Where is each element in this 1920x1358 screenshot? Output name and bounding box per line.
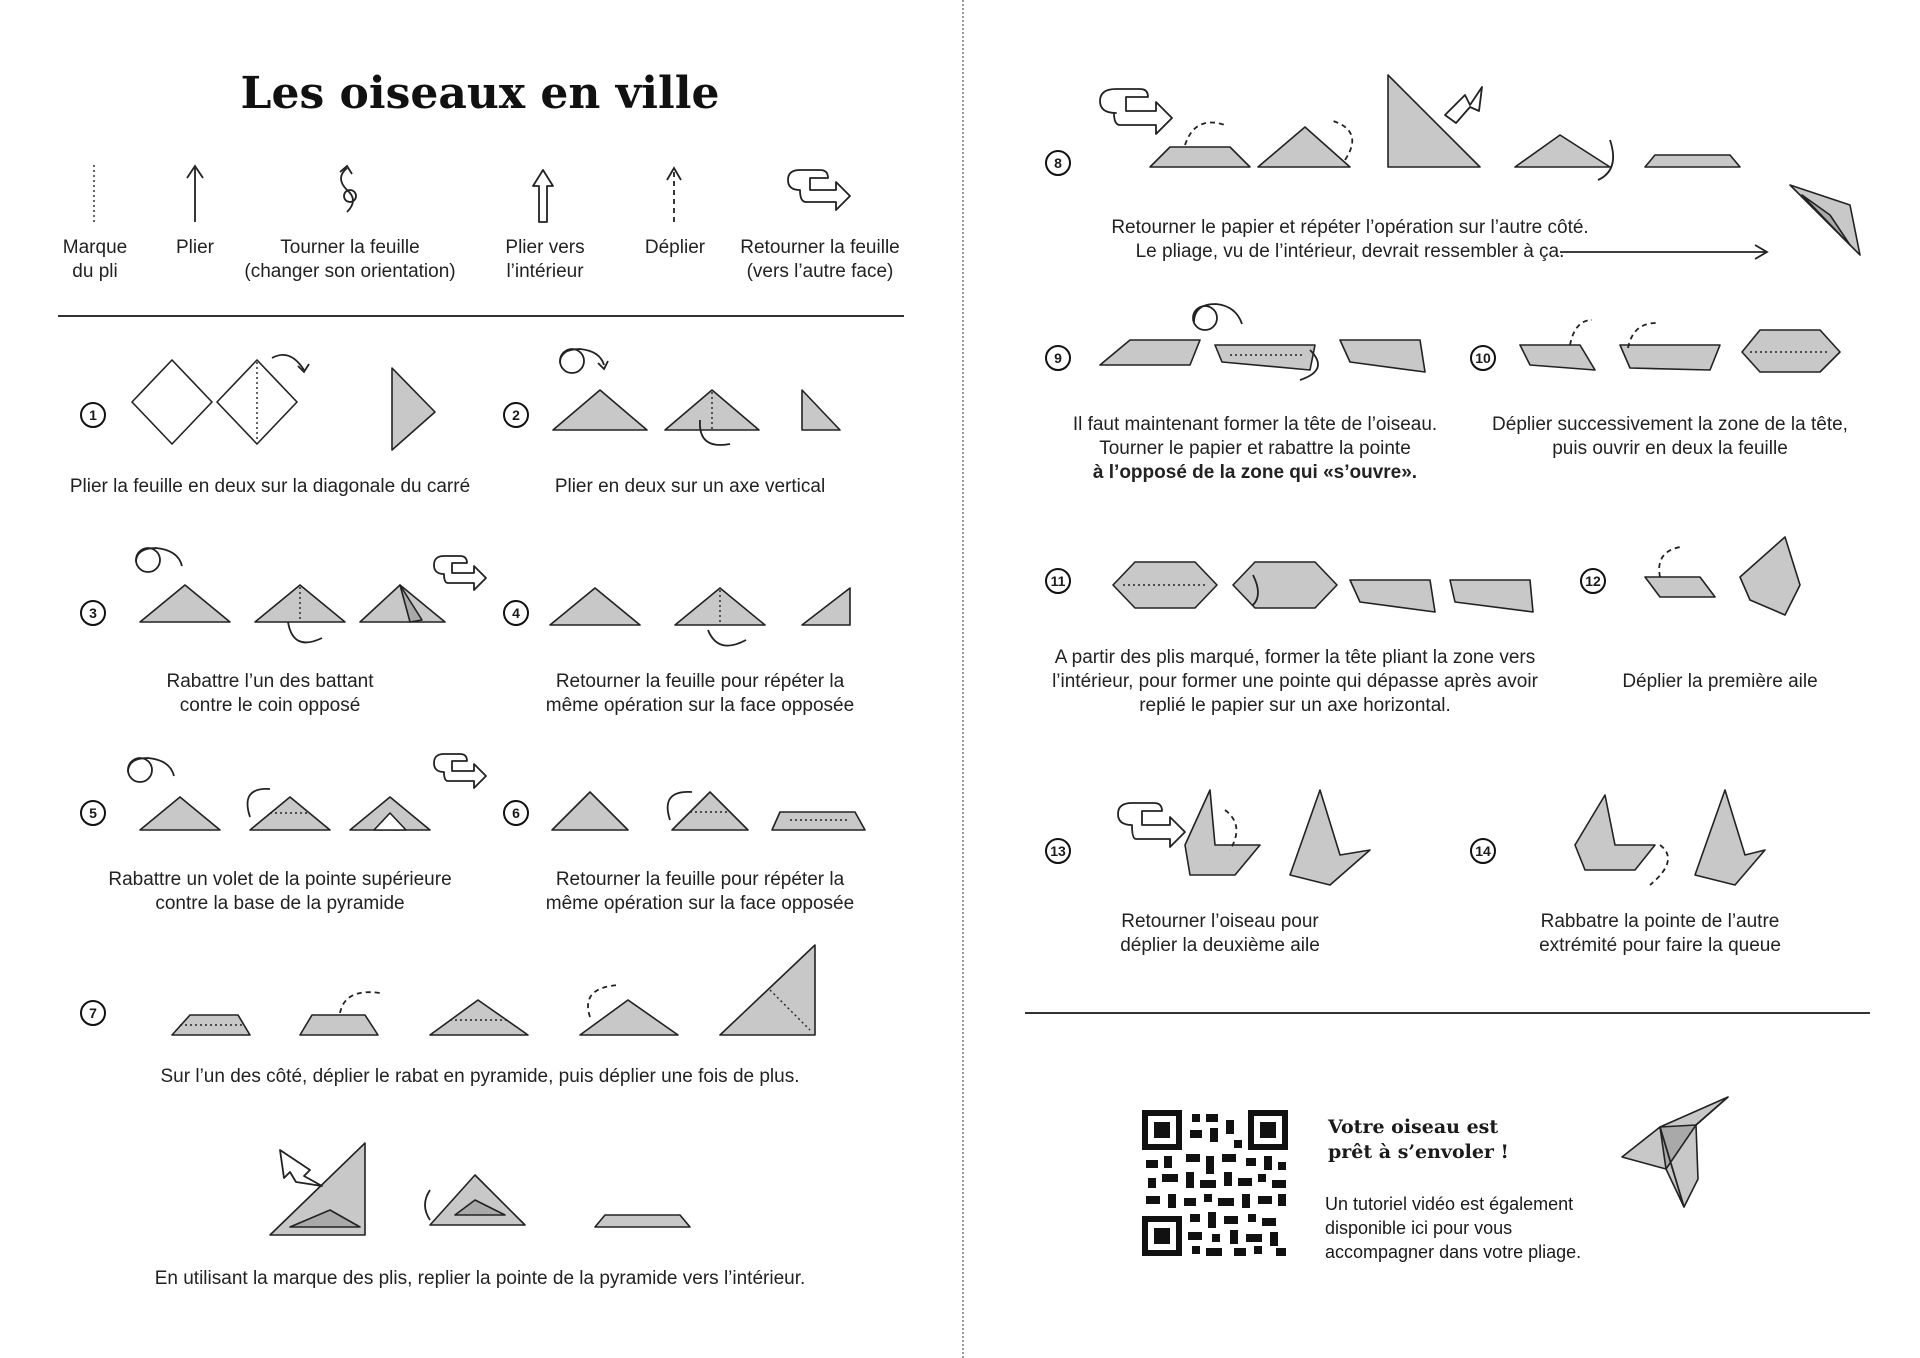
step-number-3: 3 — [80, 600, 106, 626]
step-9-caption: Il faut maintenant former la tête de l’oiseau. Tourner le papier et rabattre la pointe — [1072, 414, 1438, 459]
step-number-13: 13 — [1045, 838, 1071, 864]
step-12-diagram — [1640, 525, 1820, 625]
legend-label-fold-mark: Marque du pli — [62, 237, 128, 282]
step-7b-caption: En utilisant la marque des plis, replier la pointe de la pyramide vers l’intérieur. — [154, 1268, 806, 1289]
step-2-diagram — [540, 345, 880, 465]
step-3-caption: Rabattre l’un des battant contre le coin opposé — [166, 671, 374, 716]
origami-bird-icon — [1620, 1095, 1760, 1215]
step-7-diagram — [160, 945, 840, 1055]
step-number-9: 9 — [1045, 345, 1071, 371]
legend-label-inside-fold: Plier vers l’intérieur — [505, 237, 585, 282]
step-14-diagram — [1565, 785, 1785, 895]
qr-code-icon[interactable] — [1142, 1110, 1288, 1256]
step-1-diagram — [120, 350, 450, 460]
step-3-diagram — [110, 540, 450, 660]
step-number-5: 5 — [80, 800, 106, 826]
turn-over-icon — [788, 170, 850, 210]
legend-label-turn-over: Retourner la feuille (vers l’autre face) — [740, 237, 900, 282]
step-5-diagram — [100, 745, 440, 845]
step-number-12: 12 — [1580, 568, 1606, 594]
legend-label-fold: Plier — [175, 237, 214, 258]
final-heading: Votre oiseau est prêt à s’envoler ! — [1328, 1116, 1509, 1163]
step-10-diagram — [1510, 310, 1870, 380]
step-number-7: 7 — [80, 1000, 106, 1026]
step-number-10: 10 — [1470, 345, 1496, 371]
step-8-caption: Retourner le papier et répéter l’opération sur l’autre côté. Le pliage, vu de l’intérieur, devrait ressembler à ça. — [1111, 217, 1589, 262]
step-4-caption: Retourner la feuille pour répéter la même opération sur la face opposée — [545, 671, 855, 716]
legend-label-unfold: Déplier — [644, 237, 706, 258]
legend-label-rotate: Tourner la feuille (changer son orientation) — [244, 237, 456, 282]
step-4-diagram — [540, 570, 880, 670]
step-5-caption: Rabattre un volet de la pointe supérieure contre la base de la pyramide — [108, 869, 452, 914]
step-number-11: 11 — [1045, 568, 1071, 594]
step-7-caption: Sur l’un des côté, déplier le rabat en pyramide, puis déplier une fois de plus. — [160, 1066, 800, 1087]
step-number-4: 4 — [503, 600, 529, 626]
step-number-1: 1 — [80, 402, 106, 428]
step-13-diagram — [1110, 785, 1380, 895]
step-10-caption: Déplier successivement la zone de la tête, puis ouvrir en deux la feuille — [1492, 414, 1848, 459]
fold-arrow-icon — [187, 166, 203, 222]
legend-icons — [0, 0, 960, 240]
step-13-caption: Retourner l’oiseau pour déplier la deuxième aile — [1120, 911, 1320, 956]
step-1-caption: Plier la feuille en deux sur la diagonale du carré — [69, 476, 471, 497]
step-12-caption: Déplier la première aile — [1622, 671, 1818, 692]
step-9-diagram — [1090, 300, 1440, 380]
step-2-caption: Plier en deux sur un axe vertical — [554, 476, 826, 497]
step-11-diagram — [1105, 540, 1565, 630]
step-number-8: 8 — [1045, 150, 1071, 176]
step-11-caption: A partir des plis marqué, former la tête pliant la zone vers l’intérieur, pour former une pointe qui dépasse après avoir replié le papier sur un axe horizontal. — [1052, 647, 1538, 716]
step-number-14: 14 — [1470, 838, 1496, 864]
rotate-icon — [340, 166, 356, 212]
step-14-caption: Rabbatre la pointe de l’autre extrémité pour faire la queue — [1539, 911, 1781, 956]
center-divider — [962, 0, 964, 1358]
step-number-2: 2 — [503, 402, 529, 428]
step-8-arrow — [1560, 242, 1780, 262]
final-text: Un tutoriel vidéo est également disponible ici pour vous accompagner dans votre pliage. — [1325, 1194, 1582, 1262]
step-number-6: 6 — [503, 800, 529, 826]
turn-over-icon — [430, 748, 500, 798]
step-6-caption: Retourner la feuille pour répéter la même opération sur la face opposée — [545, 869, 855, 914]
step-9-caption-bold: à l’opposé de la zone qui «s’ouvre». — [1092, 462, 1418, 483]
page-title: Les oiseaux en ville — [240, 68, 720, 119]
step-6-diagram — [540, 770, 880, 850]
step-7b-diagram — [260, 1135, 720, 1245]
final-divider — [1025, 1012, 1870, 1014]
legend-divider — [58, 315, 904, 317]
inside-fold-icon — [533, 170, 553, 222]
turn-over-icon — [430, 550, 500, 600]
unfold-icon — [667, 168, 681, 222]
